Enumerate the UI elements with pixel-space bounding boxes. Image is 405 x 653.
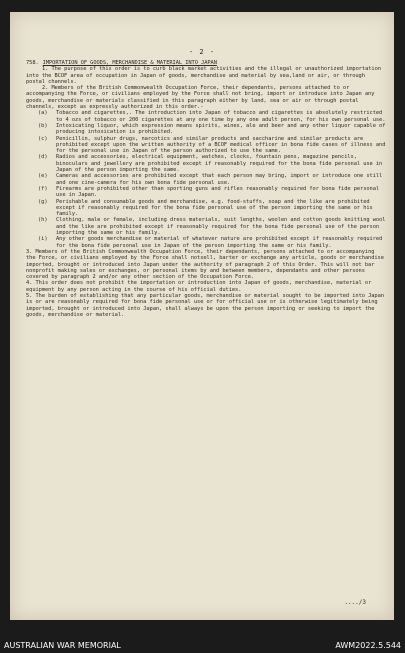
paragraph-number: 2. (42, 85, 49, 92)
section-title: IMPORTATION OF GOODS, MERCHANDISE & MATERIAL INTO JAPAN (42, 60, 217, 66)
paragraph-text: Members of the British Commonwealth Occupation Force, their dependants, persons attached to or accompanying the Force, or civilians employed by the Force shall not bring, import or introduce into Japan any goods, merchandise or materials classified in this paragraph either by land, sea or air or through postal channels, except as expressly authorized in this order.- (26, 85, 375, 111)
item-text: Perishable and consumable goods and merchandise, e.g. food-stuffs, soap and the like are prohibited except if reasonably required for the bona fide personal use of the person importing the same or his family. (56, 198, 373, 218)
archive-reference: AWM2022.5.544 (335, 641, 401, 650)
item-marker: (g) (38, 198, 48, 205)
list-item (26, 123, 386, 136)
item-marker: (b) (38, 122, 48, 129)
paragraph-number: 3. (26, 248, 33, 255)
paragraph-text: The purpose of this order is to curb black market activities and the illegal or unauthorized importation into the BCOF area of occupation in Japan of goods, merchandise and material by sea,land or air, or through postal channels. (26, 66, 381, 85)
list-item (26, 173, 386, 186)
item-marker: (i) (38, 236, 48, 243)
item-text: Intoxicating liquor, which expression means spirits, wines, ale and beer and any other liquor capable of producing intoxication is prohibited. (56, 122, 386, 136)
item-text: Penicillin, sulphur drugs, narcotics and similar products and saccharine and similar products are prohibited except upon the written authority of a BCOF medical officer in bona fide cases of illness and for the personal use in Japan of the person authorized to use the same. (56, 135, 386, 155)
list-item (26, 136, 386, 155)
item-marker: (e) (38, 173, 48, 180)
archive-caption-bar (0, 623, 405, 653)
item-text: Firearms are prohibited other than sporting guns and rifles reasonably required for bona fide personal use in Japan. (56, 185, 380, 199)
page-number: - 2 - (188, 48, 216, 56)
archive-name: AUSTRALIAN WAR MEMORIAL (4, 641, 121, 650)
prohibited-items-list (26, 110, 386, 249)
paragraph-text: This order does not prohibit the importation or introduction into Japan of goods, merchandise, material or equipment by any person acting in the course of his official duties. (26, 280, 372, 293)
item-marker: (f) (38, 185, 48, 192)
list-item (26, 236, 386, 249)
document-body (26, 60, 386, 318)
paragraph-number: 5. (26, 292, 33, 299)
item-marker: (a) (38, 110, 48, 117)
list-item (26, 154, 386, 173)
paragraph-3 (26, 249, 386, 280)
paragraph-text: Members of the British Commonwealth Occupation Force, their dependants, persons attached to or accompanying the Force, or civilians employed by the Force shall notsell, barter or exchange any article, goods or merchandise imported, brought or introduced into Japan under the authority of paragraph 2 of this Order. This will not bar nonprofit making sales or exchanges, or personal items by and between members, dependants and other persons covered by paragraph 2 and/or any other section of the Occupation Force. (26, 248, 384, 281)
item-marker: (d) (38, 154, 48, 161)
item-marker: (h) (38, 217, 48, 224)
paragraph-text: The burden of establishing that any particular goods, merchandise or material sought to be imported into Japan is or are reasonably required for bona fide personal use or for official use or is otherwise legitimately being imported, brought or introduced into Japan, shall always be upon the person importing or seeking to import the goods, merchandise or material. (26, 292, 384, 318)
paragraph-2 (26, 85, 386, 110)
list-item (26, 217, 386, 236)
item-text: Cameras and accessories are prohibited except that each person may bring, import or introduce one still and one cine-camera for his own bona fide personal use. (56, 173, 383, 186)
item-text: Tobacco and cigarettes,. The introduction into Japan of tobacco and cigarettes is absolutely restricted to 4 ozs of tobacco or 200 cigarettes at any one time by any one adult person, for his own personal use. (56, 110, 386, 123)
continuation-marker: ..../3 (344, 599, 366, 606)
paragraph-number: 4. (26, 280, 33, 287)
list-item (26, 186, 386, 199)
item-text: Clothing, male or female, including dress materials, suit lengths, woolen and cotton goods knitting wool and the like are prohibited except if reasonably required for the bona fide personal use of the person importing the same or his family. (56, 217, 386, 237)
paragraph-number: 1. (42, 66, 49, 73)
paragraph-4 (26, 280, 386, 293)
list-item (26, 199, 386, 218)
document-page (10, 12, 394, 620)
item-text: Radios and accessories, electrical equipment, watches, clocks, fountain pens, magazine pencils, binoculars and jewellery are prohibited except if reasonably required for the bona fide personal use in Japan of the person importing the same. (56, 154, 383, 174)
section-number: 758. (26, 60, 39, 66)
list-item (26, 110, 386, 123)
item-text: Any other goods merchandise or material of whatever nature are prohibited except if reasonably required for the bona fide personal use in Japan of the person importing the same or his family. (56, 236, 383, 249)
item-marker: (c) (38, 135, 48, 142)
paragraph-5 (26, 293, 386, 318)
paragraph-1 (26, 66, 386, 85)
